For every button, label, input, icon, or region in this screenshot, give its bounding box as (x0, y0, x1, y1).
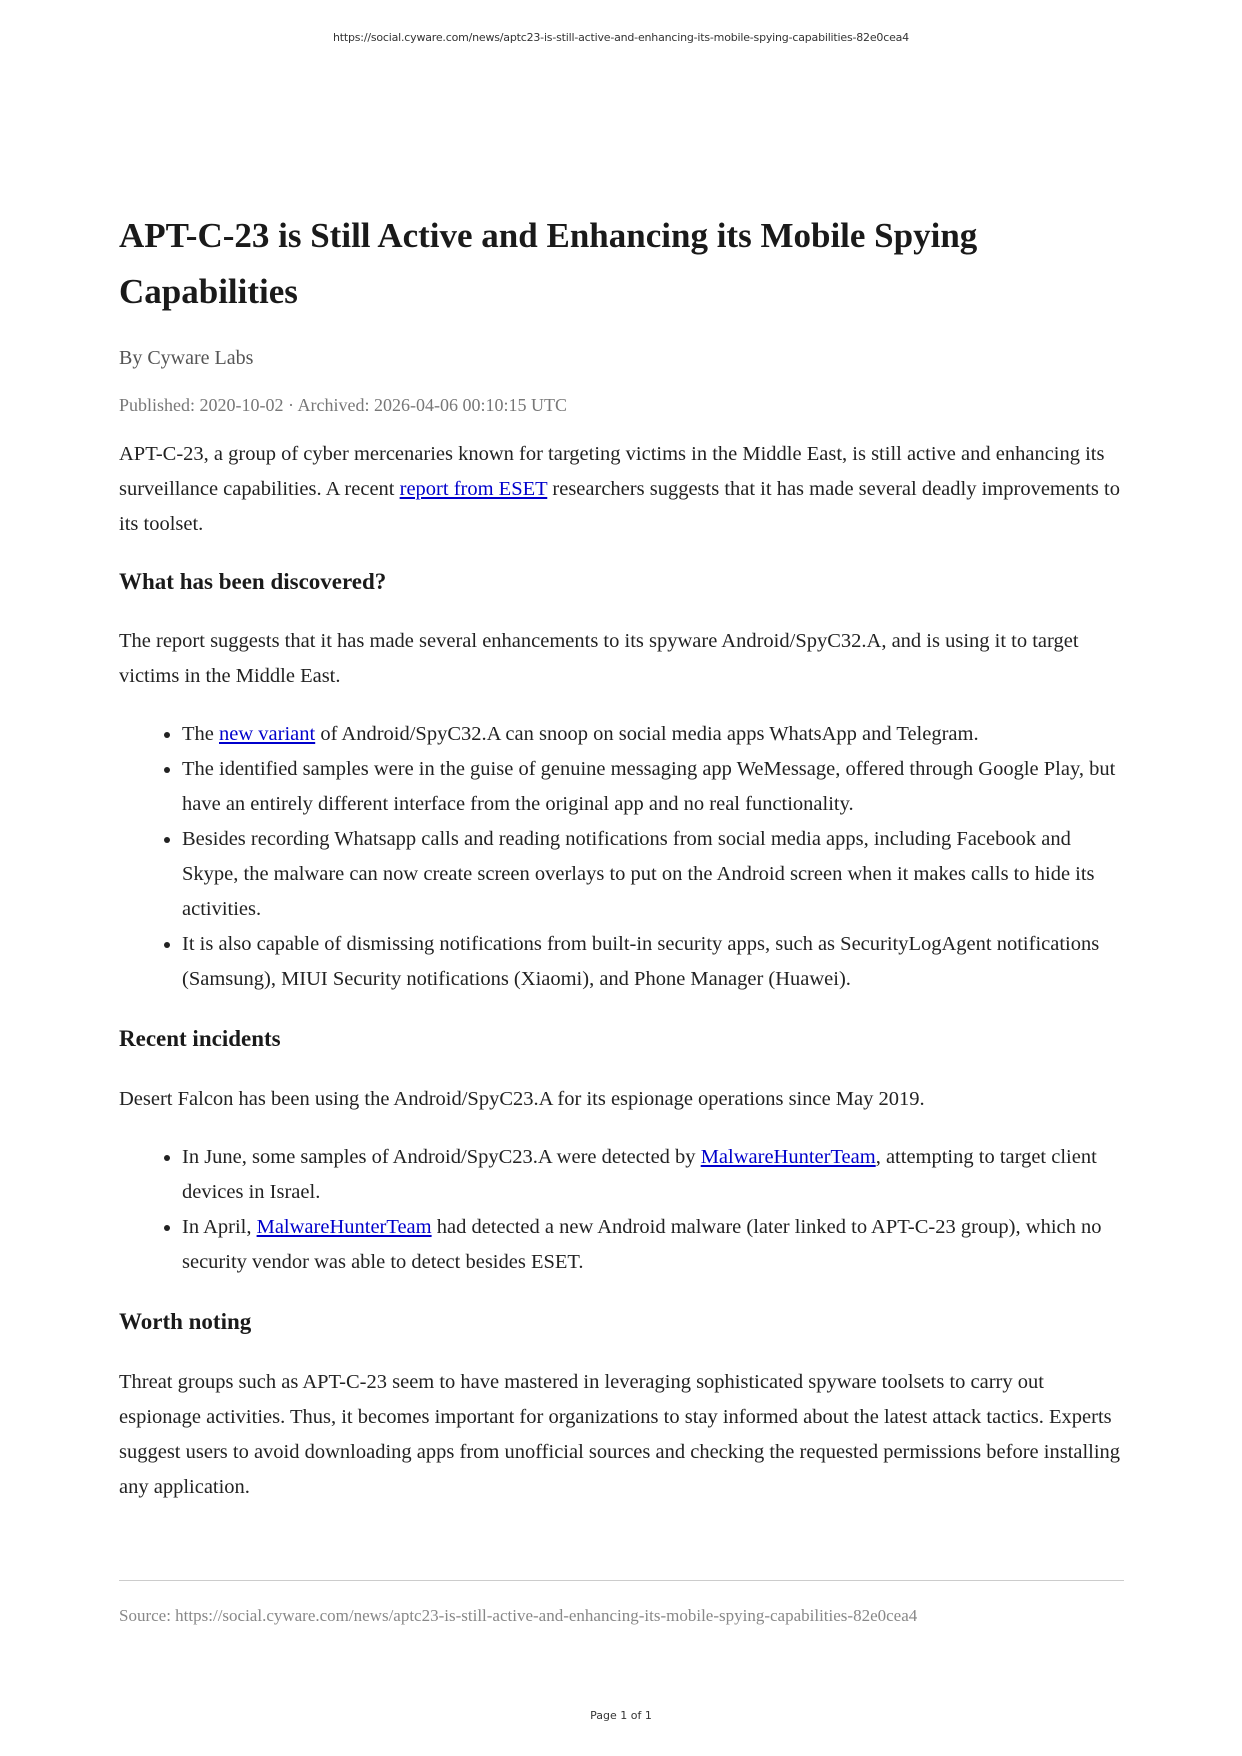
page-header-url: https://social.cyware.com/news/aptc23-is-still-active-and-enhancing-its-mobile-spying-capabilities-82e0cea4 (333, 31, 909, 44)
list-item: • Besides recording Whatsapp calls and reading notifications from social media apps, including Facebook and Skype, the malware can now create screen overlays to put on the Android screen when it makes calls to hide its activities. (182, 822, 1124, 927)
list-item-text: In April, (182, 1216, 257, 1238)
malwarehunterteam-link[interactable]: MalwareHunterTeam (256, 1216, 432, 1238)
list-item-text: The (182, 723, 219, 745)
article-title: APT-C-23 is Still Active and Enhancing its Mobile Spying Capabilities (119, 216, 978, 311)
list-item (182, 717, 1124, 752)
list-item (182, 1210, 1124, 1280)
source-line: Source: https://social.cyware.com/news/aptc23-is-still-active-and-enhancing-its-mobile-spying-capabilities-82e0cea4 (119, 1606, 918, 1625)
new-variant-link[interactable]: new variant (219, 723, 316, 745)
heading-what-discovered: What has been discovered? (119, 569, 387, 594)
article-meta: Published: 2020-10-02 · Archived: 2026-04-06 00:10:15 UTC (119, 395, 567, 415)
worth-noting-paragraph: Threat groups such as APT-C-23 seem to have mastered in leveraging sophisticated spyware toolsets to carry out espionage activities. Thus, it becomes important for organizations to stay informed about the latest attack tactics. Experts suggest users to avoid downloading apps from unofficial sources and checking the requested permissions before installing any application. (119, 1371, 1121, 1498)
incidents-list (119, 1140, 1124, 1280)
incidents-paragraph: Desert Falcon has been using the Android/SpyC23.A for its espionage operations since May 2019. (119, 1088, 925, 1110)
article-byline: By Cyware Labs (119, 347, 254, 369)
list-item: • It is also capable of dismissing notifications from built-in security apps, such as SecurityLogAgent notifications (Samsung), MIUI Security notifications (Xiaomi), and Phone Manager (Huawei). (182, 927, 1124, 997)
discovered-paragraph: The report suggests that it has made several enhancements to its spyware Android/SpyC32.A, and is using it to target victims in the Middle East. (119, 630, 1079, 687)
footer-divider (119, 1580, 1124, 1581)
list-item-text: In June, some samples of Android/SpyC23.A were detected by (182, 1146, 701, 1168)
list-item-text: had detected a new Android malware (later linked to APT-C-23 group), which no security vendor was able to detect besides ESET. (182, 1216, 1102, 1273)
intro-text-before: APT-C-23, a group of cyber mercenaries known for targeting victims in the Middle East, is still active and enhancing its surveillance capabilities. A recent (119, 443, 1105, 500)
page-number: Page 1 of 1 (590, 1709, 652, 1722)
article (119, 208, 1124, 1505)
list-item (182, 1140, 1124, 1210)
intro-text-after: researchers suggests that it has made several deadly improvements to its toolset. (119, 478, 1120, 535)
heading-worth-noting: Worth noting (119, 1309, 252, 1334)
heading-recent-incidents: Recent incidents (119, 1026, 281, 1051)
malwarehunterteam-link[interactable]: MalwareHunterTeam (700, 1146, 876, 1168)
list-item-text: of Android/SpyC32.A can snoop on social media apps WhatsApp and Telegram. (315, 723, 979, 745)
discovered-list (119, 717, 1124, 997)
list-item-text: , attempting to target client devices in Israel. (182, 1146, 1097, 1203)
intro-paragraph (119, 437, 1124, 542)
report-from-eset-link[interactable]: report from ESET (399, 478, 548, 500)
list-item: • The identified samples were in the guise of genuine messaging app WeMessage, offered through Google Play, but have an entirely different interface from the original app and no real functionality. (182, 752, 1124, 822)
